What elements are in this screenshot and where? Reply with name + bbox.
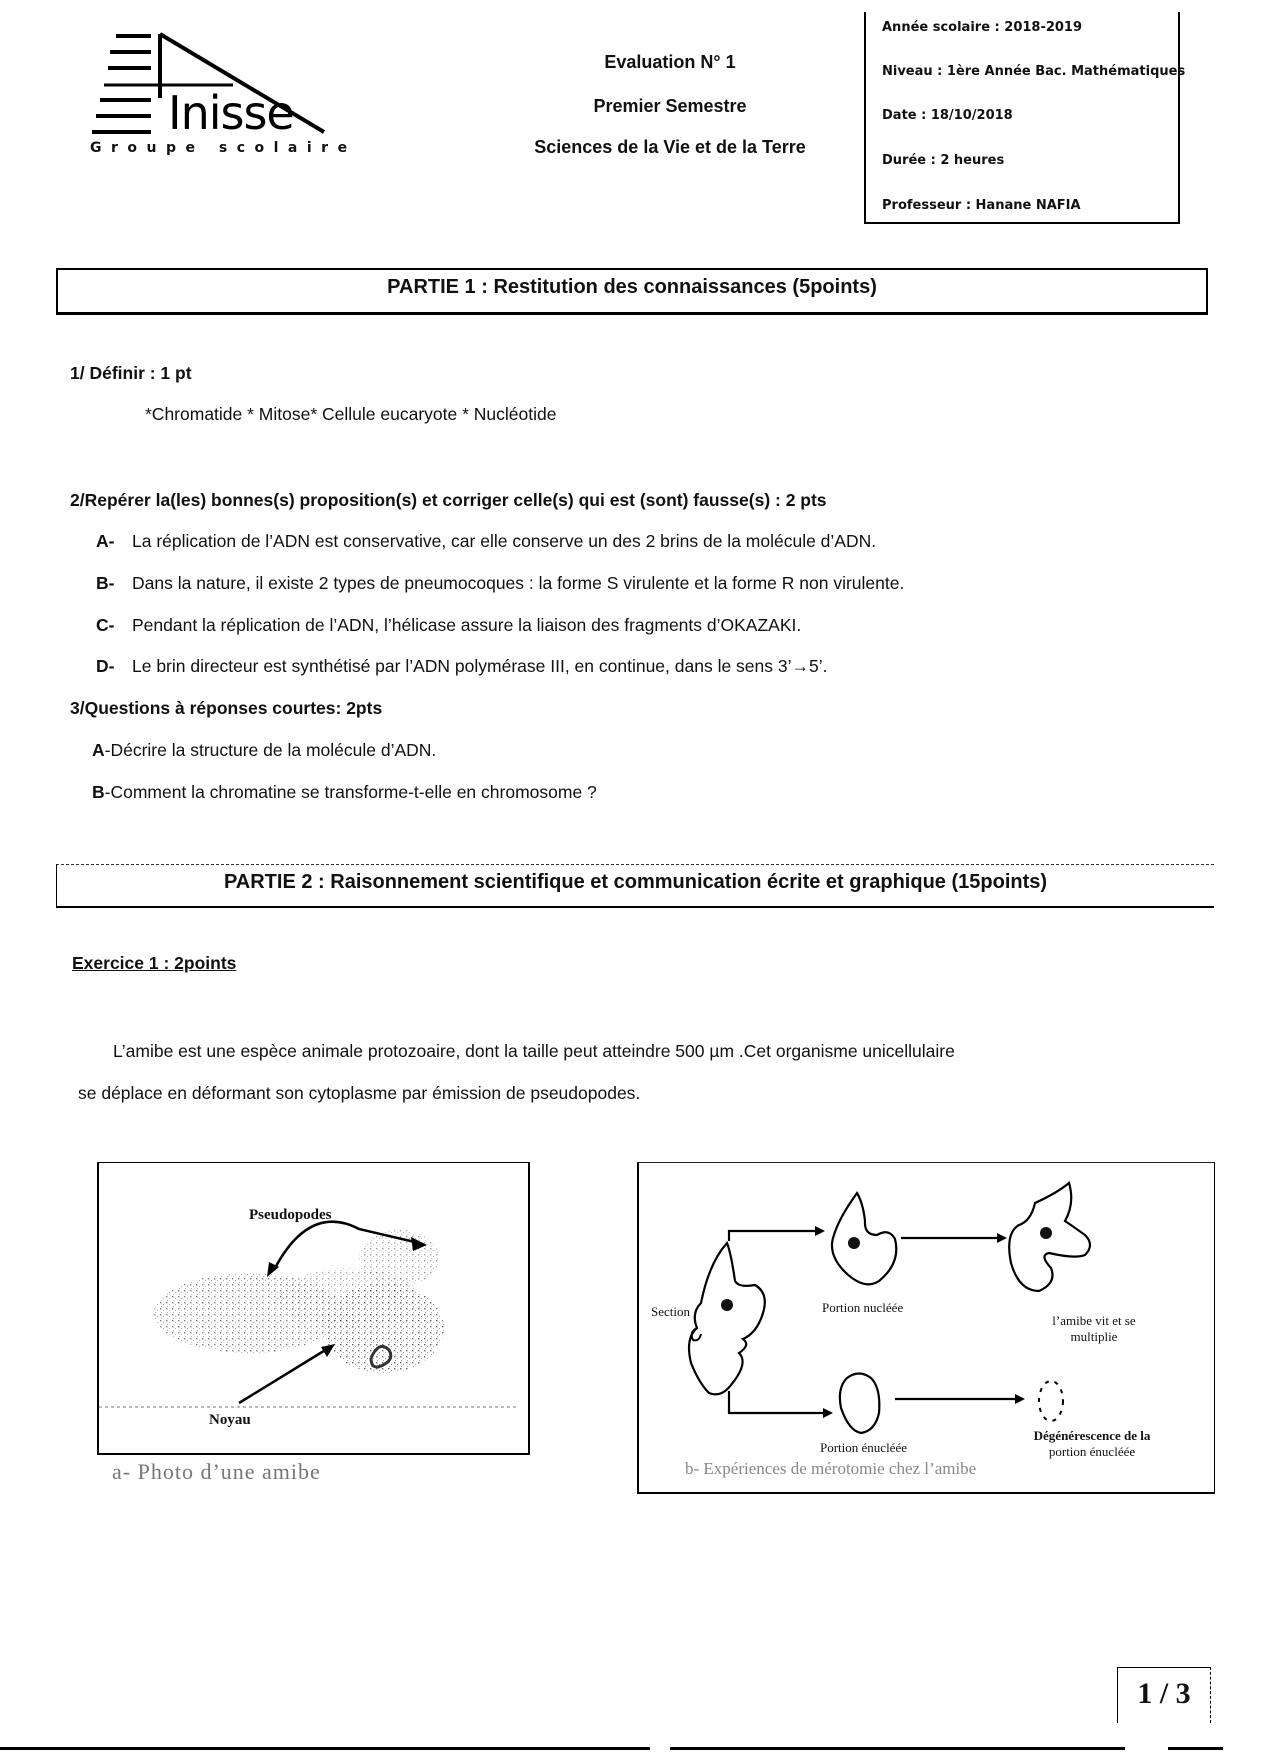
logo-name: Inisse [168,86,294,140]
teacher: Professeur : Hanane NAFIA [882,198,1081,213]
label-amibe-vit-line2: multiplie [1070,1329,1118,1344]
semester: Premier Semestre [593,96,747,116]
q3-item-letter: A [92,740,105,760]
part1-banner: PARTIE 1 : Restitution des connaissances (5points) [56,268,1208,315]
label-degenerescence-line1: Dégénérescence de la [1033,1428,1151,1443]
part2-banner: PARTIE 2 : Raisonnement scientifique et communication écrite et graphique (15points) [56,864,1214,908]
q2-item-text: Le brin directeur est synthétisé par l’ADN polymérase III, en continue, dans le sens 3’→5’. [132,656,828,676]
label-amibe-vit-line1: l’amibe vit et se [1052,1313,1136,1328]
figure-a-caption: a- Photo d’une amibe [112,1459,321,1484]
label-portion-enucleee: Portion énucléée [820,1440,907,1455]
q2-item-c [96,615,801,636]
school-year: Année scolaire : 2018-2019 [882,20,1083,35]
q2-item-b [96,573,904,594]
footer-rule-middle [670,1747,1125,1750]
figure-b-caption: b- Expériences de mérotomie chez l’amibe [685,1459,977,1478]
label-noyau: Noyau [209,1412,251,1428]
q2-item-letter: D- [96,656,115,676]
label-degenerescence [1007,1428,1177,1460]
q3-title: 3/Questions à réponses courtes: 2pts [70,698,383,718]
q2-item-letter: B- [96,573,115,593]
footer-rule-right [1168,1747,1223,1750]
exercise1-paragraph-line1: L’amibe est une espèce animale protozoaire, dont la taille peut atteindre 500 µm .Cet organisme unicellulaire [113,1041,955,1061]
q2-item-d [96,656,828,677]
q3-item-a [92,740,436,761]
logo-subtitle: Groupe scolaire [90,140,357,156]
q2-item-text: Dans la nature, il existe 2 types de pneumocoques : la forme S virulente et la forme R non virulente. [132,573,905,593]
figure-b-merotomy-diagram [637,1162,1215,1494]
q3-item-b [92,782,597,803]
q2-item-letter: A- [96,531,115,551]
exam-date: Date : 18/10/2018 [882,108,1013,123]
label-pseudopodes: Pseudopodes [249,1207,332,1223]
duration: Durée : 2 heures [882,153,1005,168]
q2-title: 2/Repérer la(les) bonnes(s) proposition(s) et corriger celle(s) qui est (sont) fausse(s) : 2 pts [70,490,827,510]
q1-title: 1/ Définir : 1 pt [70,363,192,383]
level: Niveau : 1ère Année Bac. Mathématiques [882,64,1186,79]
exercise1-title: Exercice 1 : 2points [72,953,237,973]
label-section: Section [651,1304,690,1319]
label-degenerescence-line2: portion énucléée [1048,1444,1136,1459]
label-amibe-vit [1019,1313,1169,1345]
exercise1-paragraph-line2: se déplace en déformant son cytoplasme par émission de pseudopodes. [78,1083,641,1103]
q3-item-text: -Comment la chromatine se transforme-t-elle en chromosome ? [104,782,597,802]
label-portion-nucleee: Portion nucléée [822,1300,904,1315]
footer-rule-left [0,1747,650,1750]
q3-item-letter: B [92,782,105,802]
evaluation-number: Evaluation N° 1 [604,52,736,72]
q3-item-text: -Décrire la structure de la molécule d’ADN. [104,740,437,760]
page-number: 1 / 3 [1117,1667,1211,1723]
q2-item-letter: C- [96,615,115,635]
info-box [864,12,1186,224]
q2-item-text: La réplication de l’ADN est conservative, car elle conserve un des 2 brins de la molécule d’ADN. [132,531,877,551]
subject: Sciences de la Vie et de la Terre [534,137,806,157]
q2-item-text: Pendant la réplication de l’ADN, l’hélicase assure la liaison des fragments d’OKAZAKI. [132,615,802,635]
school-logo [88,28,357,156]
q1-terms: *Chromatide * Mitose* Cellule eucaryote * Nucléotide [145,404,557,424]
q2-item-a [96,531,876,552]
figure-a-amoeba-photo [97,1162,530,1455]
